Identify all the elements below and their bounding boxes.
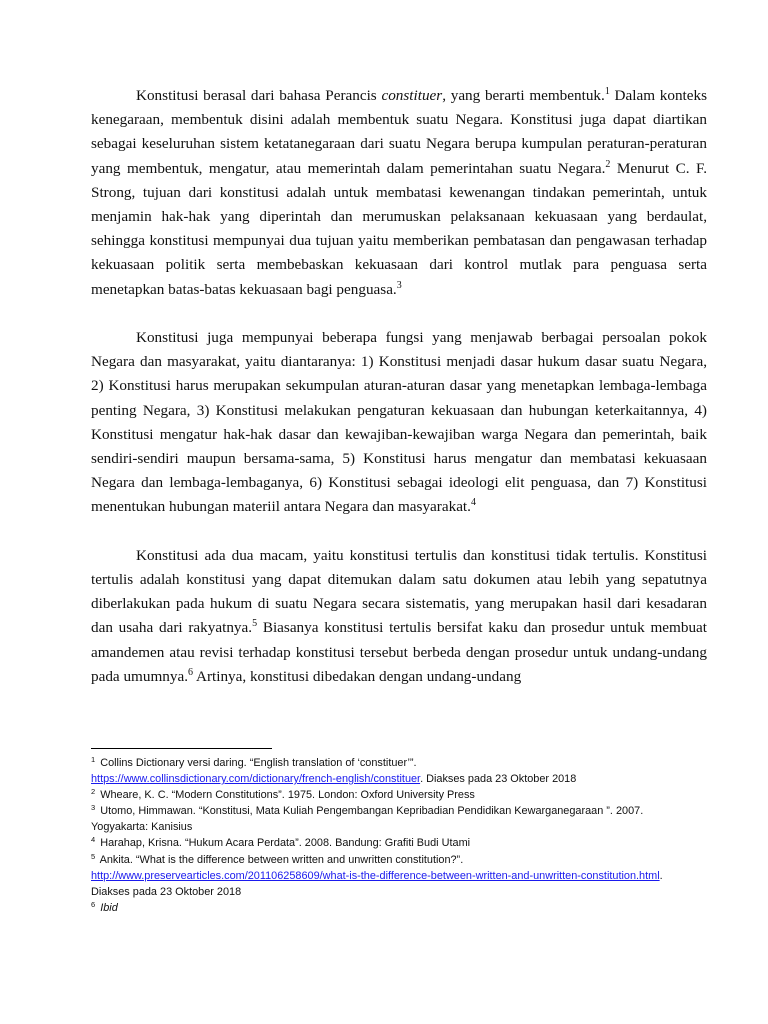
footnote-ref: 3 [396,279,402,291]
text-run: Ankita. “What is the difference between written and unwritten constitution?”. [97,853,464,866]
footnote [91,755,691,787]
paragraph [91,84,707,302]
footnote-ref: 4 [470,497,476,509]
text-run: Konstitusi berasal dari bahasa Perancis [136,87,382,104]
text-run: , yang berarti membentuk. [442,87,605,104]
text-run: . Diakses pada 23 Oktober 2018 [91,869,663,898]
text-run: Konstitusi ada dua macam, yaitu konstitusi tertulis dan konstitusi tidak tertulis. Konstitusi tertulis adalah konstitusi yang dapat ditemukan dalam satu dokumen atau lebih yang sepatutnya diberlakukan pada hukum di suatu Negara secara sistematis, yang merupakan hasil dari kesadaran dan usaha dari rakyatnya. [91,546,707,637]
footnote [91,835,691,851]
text-run: Harahap, Krisna. “Hukum Acara Perdata”. 2008. Bandung: Grafiti Budi Utami [97,837,471,850]
text-run: Biasanya konstitusi tertulis bersifat kaku dan prosedur untuk membuat amandemen atau revisi terhadap konstitusi tersebut berbeda dengan prosedur untuk undang-undang pada umumnya. [91,619,708,685]
footnote-number: 6 [91,899,96,909]
footnote-number: 4 [91,835,96,845]
footnote-number: 5 [91,851,96,861]
text-run: Wheare, K. C. “Modern Constitutions”. 1975. London: Oxford University Press [97,789,475,802]
text-run: Utomo, Himmawan. “Konstitusi, Mata Kuliah Pengembangan Kepribadian Pendidikan Kewarganegaraan ”. 2007. Yogyakarta: Kanisius [91,805,644,834]
footnote-ref: 5 [252,618,258,630]
footnote-separator [91,748,272,749]
footnote-number: 2 [91,787,96,797]
text-run: . Diakses pada 23 Oktober 2018 [420,773,577,786]
footnote-ref: 2 [605,158,611,170]
italic-text: constituer [381,87,443,104]
footnotes [91,755,691,916]
footnote-link[interactable]: http://www.preservearticles.com/201106258609/what-is-the-difference-between-written-and-unwritten-constitution.html [91,869,660,882]
footnote [91,803,691,835]
italic-text: Ibid [100,901,118,914]
paragraph [91,544,707,689]
footnote-link[interactable]: https://www.collinsdictionary.com/dictionary/french-english/constituer [91,773,421,786]
paragraph [91,326,707,520]
text-run: Artinya, konstitusi dibedakan dengan undang-undang [193,667,522,685]
footnote-ref: 1 [604,86,610,97]
footnote [91,900,691,916]
text-run: Menurut C. F. Strong, tujuan dari konstitusi adalah untuk membatasi kewenangan tindakan pemerintah, untuk menjamin hak-hak yang diperintah dan merumuskan pelaksanaan kekuasaan yang berdaulat, sehingga konstitusi mempunyai dua tujuan yaitu memberikan pembatasan dan pengawasan terhadap kekuasaan politik serta membebaskan kekuasaan dari kontrol mutlak para penguasa serta menetapkan batas-batas kekuasaan bagi penguasa. [91,159,707,298]
footnote [91,787,691,803]
footnote [91,852,691,900]
footnote-number: 1 [91,755,96,764]
footnote-ref: 6 [188,666,194,678]
text-run: Konstitusi juga mempunyai beberapa fungsi yang menjawab berbagai persoalan pokok Negara dan masyarakat, yaitu diantaranya: 1) Konstitusi menjadi dasar hukum dasar suatu Negara, 2) Konstitusi harus merupakan sekumpulan aturan-aturan dasar yang menetapkan lembaga-lembaga penting Negara, 3) Konstitusi melakukan pengaturan kekuasaan dan hubungan keterkaitannya, 4) Konstitusi mengatur hak-hak dasar dan kewajiban-kewajiban warga Negara dan pemerintah, baik sendiri-sendiri maupun bersama-sama, 5) Konstitusi harus mengatur dan membatasi kekuasaan Negara dan lembaga-lembaganya, 6) Konstitusi sebagai ideologi elit penguasa, dan 7) Konstitusi menentukan hubungan materiil antara Negara dan masyarakat. [91,329,707,516]
footnote-number: 3 [91,803,96,813]
text-run: Collins Dictionary versi daring. “English translation of ‘constituer’”. [97,757,417,769]
text-run: Dalam konteks kenegaraan, membentuk disini adalah membentuk suatu Negara. Konstitusi juga dapat diartikan sebagai keseluruhan sistem ketatanegaraan dari suatu Negara berupa kumpulan peraturan-peraturan yang membentuk, mengatur, atau memerintah dalam pemerintahan suatu Negara. [91,87,708,177]
body-text [91,84,707,713]
